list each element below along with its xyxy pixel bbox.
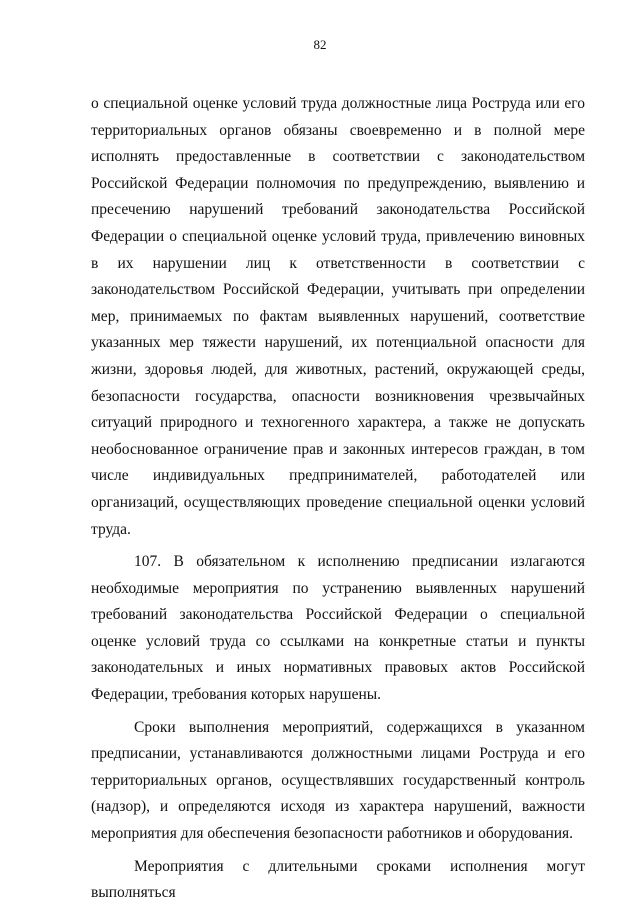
page-number: 82 (313, 37, 327, 52)
paragraph-continuation: о специальной оценке условий труда должностные лица Роструда или его территориальных органов обязаны своевременно и в полной мере исполнять предоставленные в соответствии с законодательством Российской Федерации полномочия по предупреждению, выявлению и пресечению нарушений требований законодательства Российской Федерации о специальной оценке условий труда, привлечению виновных в их нарушении лиц к ответственности в соответствии с законодательством Российской Федерации, учитывать при определении мер, принимаемых по фактам выявленных нарушений, соответствие указанных мер тяжести нарушений, их потенциальной опасности для жизни, здоровья людей, для животных, растений, окружающей среды, безопасности государства, опасности возникновения чрезвычайных ситуаций природного и техногенного характера, а также не допускать необоснованное ограничение прав и законных интересов граждан, в том числе индивидуальных предпринимателей, работодателей или организаций, осуществляющих проведение специальной оценки условий труда. (91, 95, 585, 538)
document-body (91, 91, 585, 907)
paragraph-long-term-measures: Мероприятия с длительными сроками исполнения могут выполняться (91, 857, 585, 902)
paragraph-deadlines: Сроки выполнения мероприятий, содержащихся в указанном предписании, устанавливаются должностными лицами Роструда и его территориальных органов, осуществлявших государственный контроль (надзор), и определяются исходя из характера нарушений, важности мероприятия для обеспечения безопасности работников и оборудования. (91, 718, 585, 843)
paragraph-107: 107. В обязательном к исполнению предписании излагаются необходимые мероприятия по устранению выявленных нарушений требований законодательства Российской Федерации о специальной оценке условий труда со ссылками на конкретные статьи и пункты законодательных и иных нормативных правовых актов Российской Федерации, требования которых нарушены. (91, 553, 585, 704)
